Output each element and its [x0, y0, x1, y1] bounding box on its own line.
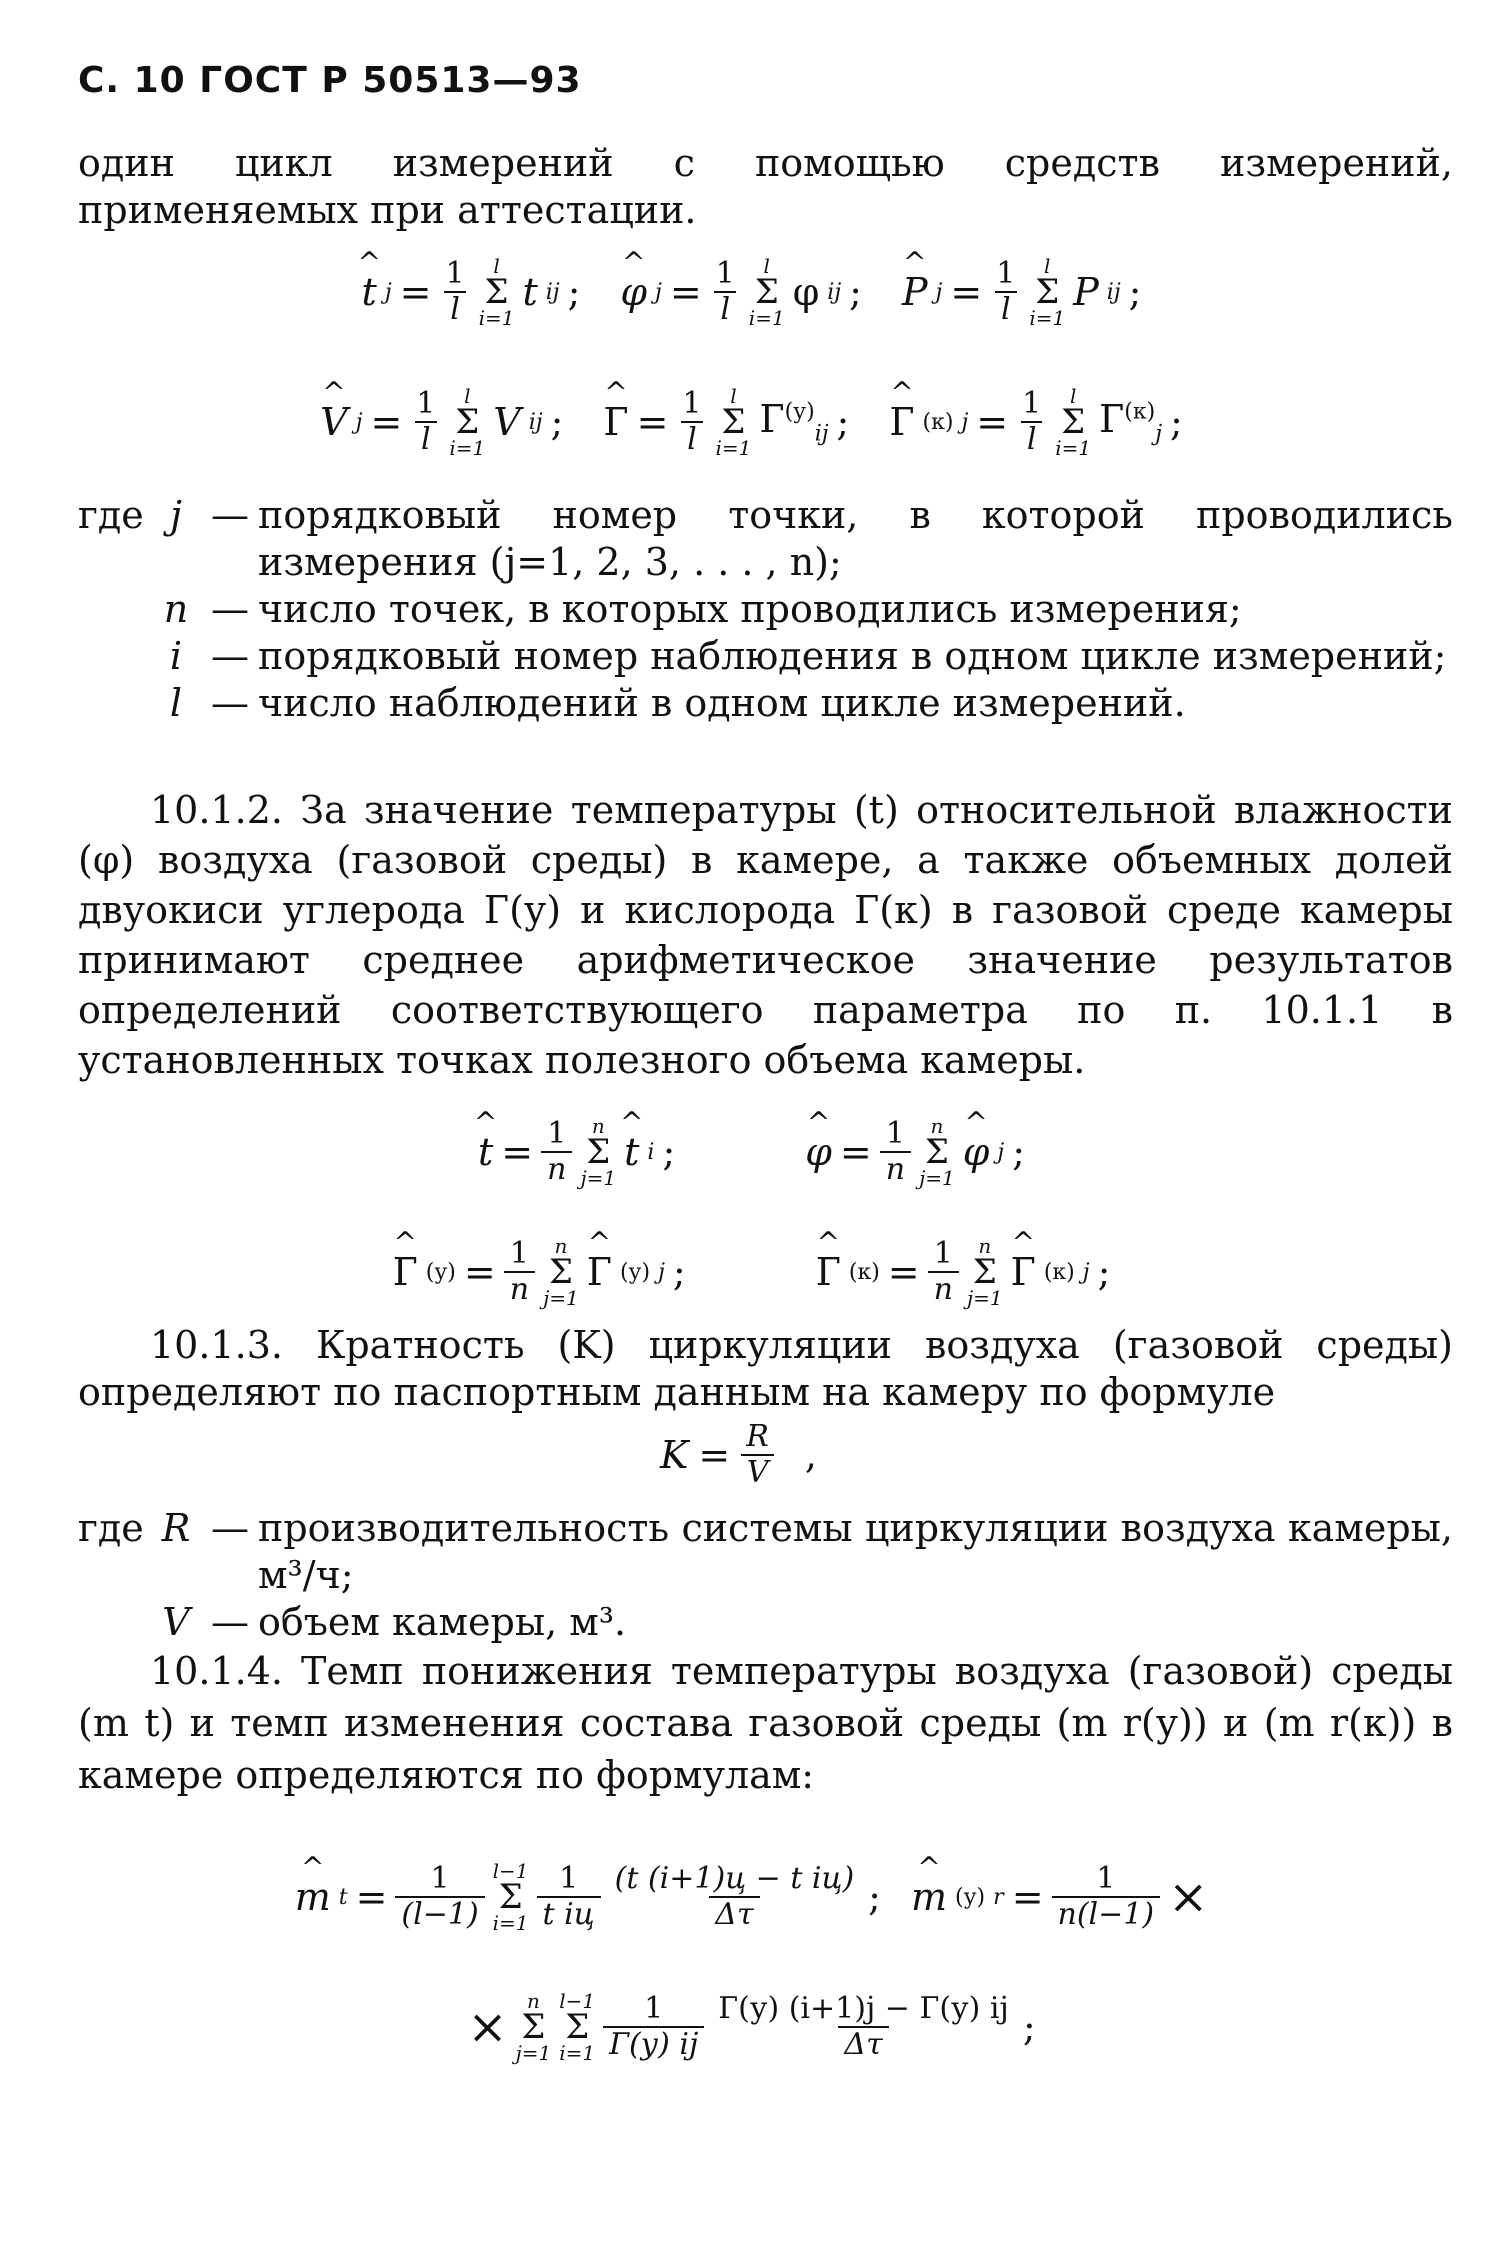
intro-paragraph: один цикл измерений с помощью средств измерений, применяемых при аттестации.: [78, 141, 1453, 232]
formula-m-r-y-continued: × n Σ j=1 l−1 Σ i=1 $\frac{1}{Г(у) ij}$ $\frac{Г(у) (i+1)j - Г(у) ij}{\Delta\tau}$ ;: [467, 1989, 1036, 2065]
formula-gk-overall: ^ Г (к) = $\frac{1}{n}$ n Σ j=1 ^ Г (к) j ;: [816, 1235, 1111, 1309]
paragraph-10-1-3: 10.1.3. Кратность (K) циркуляции воздуха (газовой среды) определяют по паспортным данным на камеру по формуле: [78, 1323, 1453, 1414]
formula-v-mean: ^ V j = $\frac{1}{l}$ l Σ i=1 V ij ;: [320, 385, 563, 459]
formula-overall-means-line-1: [0, 1115, 1503, 1189]
definition-n: n — число точек, в которых проводились измерения;: [163, 587, 1242, 631]
formula-phi-mean: ^ φ j = $\frac{1}{l}$ l Σ i=1 φ ij ;: [620, 255, 862, 329]
formula-p-mean: ^ P j = $\frac{1}{l}$ l Σ i=1 P ij ;: [902, 255, 1141, 329]
formula-overall-means-line-2: [0, 1235, 1503, 1309]
formula-gk-point-mean: ^ Г (к) j = $\frac{1}{l}$ l Σ i=1 $Г^{(к)}_j$ ;: [889, 385, 1182, 459]
definitions-list-2: [78, 1505, 1453, 1646]
definition-r: где R — производительность системы циркуляции воздуха камеры, м³/ч;: [78, 1506, 1453, 1597]
formula-t-mean: ^ t j = $\frac{1}{l}$ l Σ i=1 t ij ;: [362, 255, 581, 329]
page-header: С. 10 ГОСТ Р 50513—93: [78, 60, 582, 101]
formula-t-overall: ^ t = $\frac{1}{n}$ n Σ j=1 ^ t i ;: [478, 1115, 675, 1189]
paragraph-10-1-4: 10.1.4. Темп понижения температуры воздуха (газовой) среды (m t) и темп изменения состава газовой среды (m r(у)) и (m r(к)) в камере определяются по формулам:: [78, 1649, 1453, 1797]
definition-v: V — объем камеры, м³.: [162, 1600, 627, 1644]
formula-gy-overall: ^ Г (у) = $\frac{1}{n}$ n Σ j=1 ^ Г (у) j ;: [393, 1235, 686, 1309]
formula-m-t: ^ m t = $\frac{1}{(l-1)}$ l−1 Σ i=1 $\frac{1}{\text{t iц}}$ $\frac{\text{(t (i+1)ц − t iц)}}{\Delta\tau}$ ;: [295, 1860, 881, 1934]
paragraph-10-1-2: 10.1.2. За значение температуры (t) относительной влажности (φ) воздуха (газовой среды) в камере, а также объемных долей двуокиси углерода Г(у) и кислорода Г(к) в газовой среде камеры принимают среднее арифметическое значение результатов определений соответствующего параметра по п. 10.1.1 в установленных точках полезного объема камеры.: [78, 788, 1453, 1082]
definitions-list-1: [78, 492, 1453, 727]
formula-rate-line-2: [0, 1990, 1503, 2064]
formula-gy-point-mean: ^ Г = $\frac{1}{l}$ l Σ i=1 $Г^{(у)}_{ij}$ ;: [603, 385, 849, 459]
formula-phi-overall: ^ φ = $\frac{1}{n}$ n Σ j=1 ^ φ j ;: [805, 1115, 1025, 1189]
formula-m-r-y: ^ m (у) r = $\frac{1}{n(l-1)}$ ×: [911, 1862, 1208, 1932]
formula-k: K = $\frac{R}{V}$ ,: [660, 1419, 817, 1490]
formula-means-line-2: [0, 385, 1503, 459]
definition-l: l — число наблюдений в одном цикле измерений.: [169, 681, 1186, 725]
definition-j: где j — порядковый номер точки, в которой проводились измерения (j=1, 2, 3, . . . , n);: [78, 493, 1453, 584]
formula-means-line-1: [0, 255, 1503, 329]
formula-rate-line-1: [0, 1860, 1503, 1934]
definition-i: i — порядковый номер наблюдения в одном цикле измерений;: [169, 634, 1447, 678]
